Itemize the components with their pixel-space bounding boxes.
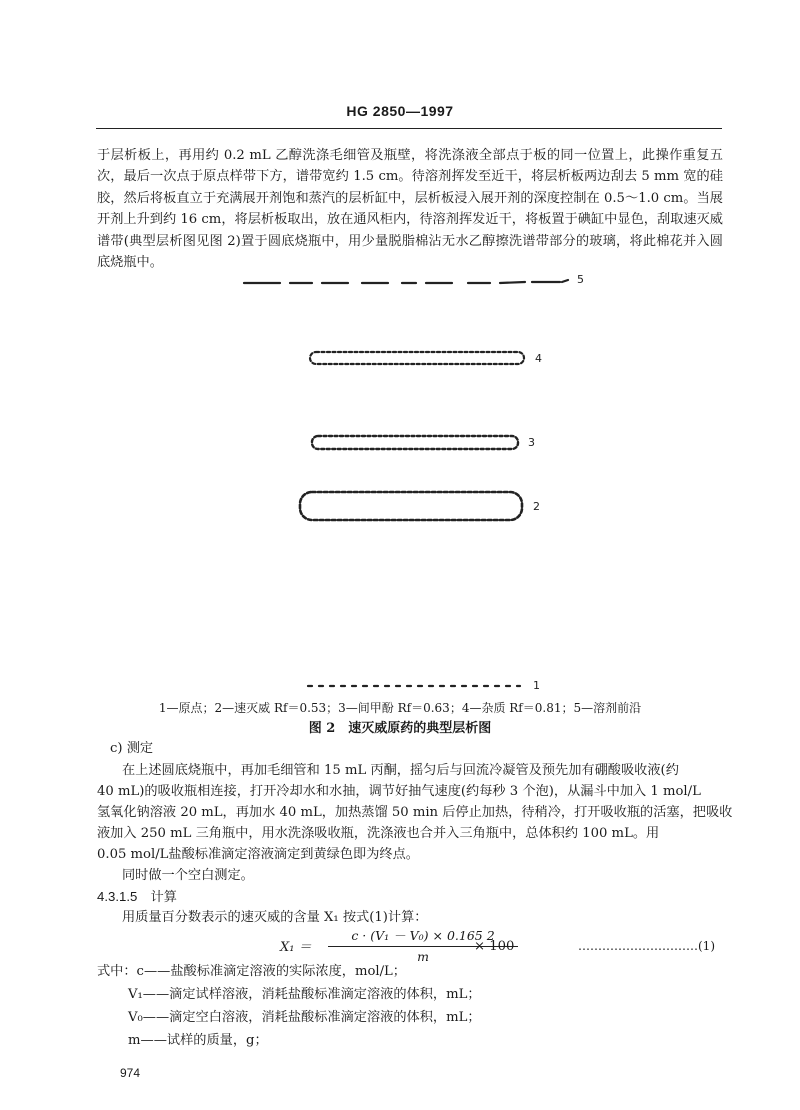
section-c-line-5: 0.05 mol/L盐酸标准滴定溶液滴定到黄绿色即为终点。: [97, 847, 419, 862]
section-c-line-3: 氢氧化钠溶液 20 mL，再加水 40 mL，加热蒸馏 50 min 后停止加热，待稍冷，打开吸收瓶的活塞，把吸收: [97, 805, 733, 820]
figure-caption: 1—原点；2—速灭威 Rf＝0.53；3—间甲酚 Rf＝0.63；4—杂质 Rf＝0.81；5—溶剂前沿: [158, 701, 642, 715]
formula-multiplier: × 100: [474, 939, 515, 954]
band-label-2: 2: [533, 500, 540, 513]
blank-determination: 同时做一个空白测定。: [122, 868, 254, 883]
calc-intro: 用质量百分数表示的速灭威的含量 X₁ 按式(1)计算：: [122, 910, 428, 925]
section-c-line-4: 液加入 250 mL 三角瓶中，用水洗涤吸收瓶，洗涤液也合并入三角瓶中，总体积约 100 mL。用: [97, 826, 660, 841]
section-c-line-2: 40 mL)的吸收瓶相连接，打开冷却水和水抽，调节好抽气速度(约每秒 3 个泡)，从漏斗中加入 1 mol/L: [97, 784, 701, 799]
band-2-product: [300, 492, 522, 520]
page-number: 974: [120, 1066, 141, 1080]
section-c-line-1: 在上述圆底烧瓶中，再加毛细管和 15 mL 丙酮，摇匀后与回流冷凝管及预先加有硼酸吸收液(约: [122, 763, 679, 778]
band-5-solvent-front: [244, 280, 568, 283]
band-4-impurity: [310, 352, 524, 364]
band-label-3: 3: [528, 436, 535, 449]
standard-header: HG 2850—1997: [346, 103, 454, 119]
where-line-v0: V₀——滴定空白溶液，消耗盐酸标准滴定溶液的体积，mL；: [128, 1010, 481, 1025]
figure-title: 图 2 速灭威原药的典型层析图: [308, 721, 492, 736]
where-line-v1: V₁——滴定试样溶液，消耗盐酸标准滴定溶液的体积，mL；: [128, 987, 481, 1002]
chromatogram-figure: [0, 270, 800, 700]
formula-denominator: m: [417, 949, 429, 964]
formula-number: …………………………(1): [578, 939, 715, 953]
header-rule: [96, 128, 722, 129]
band-3-m-cresol: [312, 436, 518, 449]
where-line-m: m——试样的质量，g；: [128, 1033, 268, 1048]
where-line-c: 式中：c——盐酸标准滴定溶液的实际浓度，mol/L；: [97, 964, 406, 979]
band-label-1: 1: [533, 679, 540, 692]
formula-lhs: X₁ ＝: [280, 940, 312, 955]
calc-heading: 4.3.1.5 计算: [97, 889, 177, 904]
body-paragraph: 于层析板上，再用约 0.2 mL 乙醇洗涤毛细管及瓶壁，将洗涤液全部点于板的同一位置上，此操作重复五次，最后一次点于原点样带下方，谱带宽约 1.5 cm。待溶剂挥发至近干，将层析板两边刮去 5 mm 宽的硅胶，然后将板直立于充满展开剂饱和蒸汽的层析缸中，层析板浸入展开剂的深度控制在 0.5～1.0 cm。当展开剂上升到约 16 cm，将层析板取出，放在通风柜内，待溶剂挥发近干，将板置于碘缸中显色，刮取速灭威谱带(典型层析图见图 2)置于圆底烧瓶中，用少量脱脂棉沾无水乙醇擦洗谱带部分的玻璃，将此棉花并入圆底烧瓶中。: [97, 148, 723, 271]
band-label-4: 4: [535, 352, 542, 365]
section-c-heading: c) 测定: [110, 741, 154, 756]
formula-numerator: c · (V₁ － V₀) × 0.165 2: [351, 928, 495, 943]
band-label-5: 5: [577, 273, 584, 286]
